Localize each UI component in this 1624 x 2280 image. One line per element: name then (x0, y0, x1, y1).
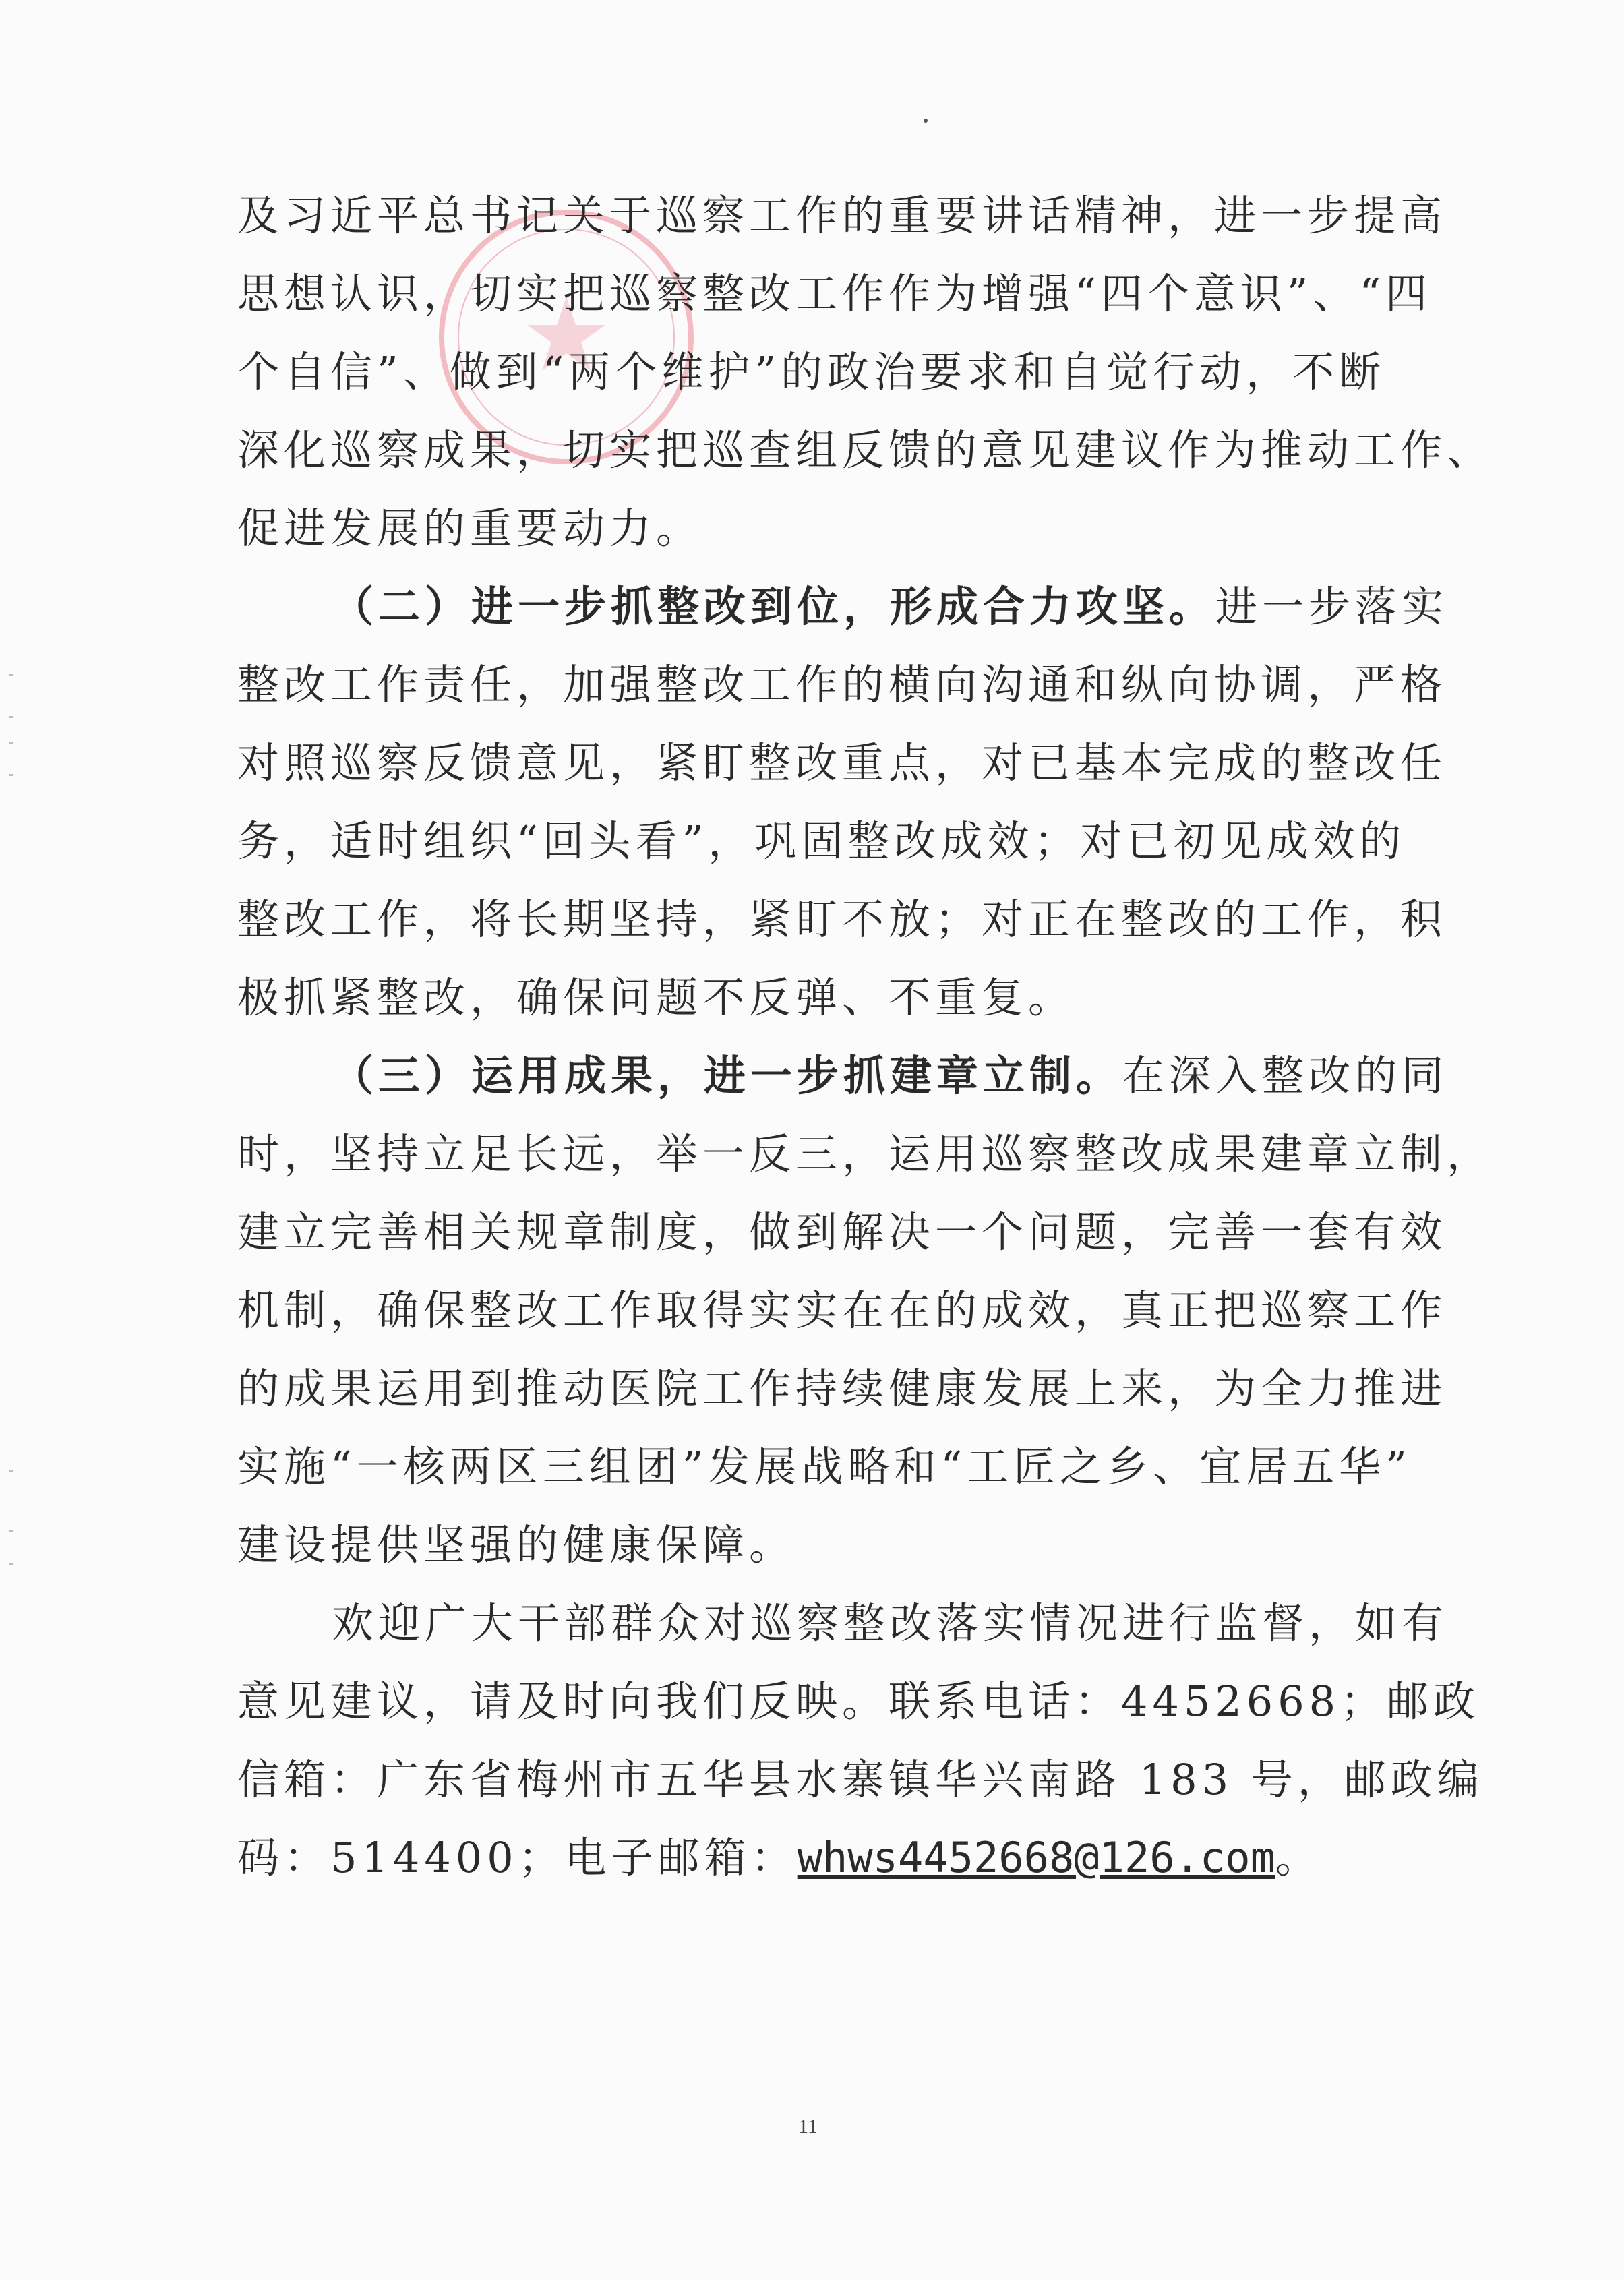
text-line: 及习近平总书记关于巡察工作的重要讲话精神，进一步提高 (237, 191, 1447, 240)
text-line: 建立完善相关规章制度，做到解决一个问题，完善一套有效 (237, 1207, 1447, 1257)
text-line: 极抓紧整改，确保问题不反弹、不重复。 (237, 973, 1075, 1022)
text-run: 进一步落实 (1215, 582, 1449, 631)
paragraph-4 (237, 1584, 1484, 1897)
text-line: 对照巡察反馈意见，紧盯整改重点，对已基本完成的整改任 (237, 738, 1447, 787)
text-line: 整改工作，将长期坚持，紧盯不放；对正在整改的工作，积 (237, 895, 1447, 944)
text-line (237, 1819, 1410, 1897)
margin-mark (9, 1470, 13, 1472)
text-line: 整改工作责任，加强整改工作的横向沟通和纵向协调，严格 (237, 660, 1447, 709)
paragraph-3 (237, 1037, 1494, 1584)
text-line: 欢迎广大干部群众对巡察整改落实情况进行监督，如有 (332, 1598, 1449, 1648)
text-line: 务，适时组织“回头看”，巩固整改成效；对已初见成效的 (237, 816, 1406, 866)
text-line: 深化巡察成果，切实把巡查组反馈的意见建议作为推动工作、 (237, 425, 1494, 475)
text-line: 建设提供坚强的健康保障。 (237, 1520, 796, 1569)
margin-mark (9, 674, 13, 676)
margin-mark (9, 1530, 13, 1532)
margin-mark (9, 774, 13, 776)
margin-mark (9, 716, 13, 718)
paragraph-2 (237, 568, 1449, 1037)
scan-dot (924, 119, 928, 123)
body-text (237, 177, 1494, 1897)
page-number: 11 (798, 2116, 818, 2138)
margin-mark (9, 1563, 13, 1565)
margin-mark (9, 742, 13, 744)
text-run: 。 (1275, 1833, 1322, 1882)
paragraph-1 (237, 177, 1494, 568)
text-line: 信箱：广东省梅州市五华县水寨镇华兴南路 183 号，邮政编 (237, 1755, 1484, 1804)
email-link[interactable]: whws4452668@126.com (797, 1833, 1275, 1882)
text-run: 在深入整改的同 (1122, 1051, 1449, 1100)
text-line: 的成果运用到推动医院工作持续健康发展上来，为全力推进 (237, 1364, 1447, 1413)
text-line: 意见建议，请及时向我们反映。联系电话：4452668；邮政 (237, 1677, 1480, 1726)
text-line: 机制，确保整改工作取得实实在在的成效，真正把巡察工作 (237, 1286, 1447, 1335)
text-run: 码：514400；电子邮箱： (237, 1833, 798, 1882)
section-heading: （二）进一步抓整改到位，形成合力攻坚。 (332, 582, 1216, 631)
text-line: 时，坚持立足长远，举一反三，运用巡察整改成果建章立制， (237, 1129, 1494, 1178)
section-heading: （三）运用成果，进一步抓建章立制。 (332, 1051, 1123, 1100)
text-line: 实施“一核两区三组团”发展战略和“工匠之乡、宜居五华” (237, 1442, 1412, 1491)
text-line (237, 1037, 1449, 1115)
text-line: 思想认识，切实把巡察整改工作作为增强“四个意识”、“四 (237, 269, 1433, 318)
text-line (237, 568, 1449, 646)
text-line: 个自信”、做到“两个维护”的政治要求和自觉行动，不断 (237, 347, 1386, 396)
text-line: 促进发展的重要动力。 (237, 504, 703, 553)
